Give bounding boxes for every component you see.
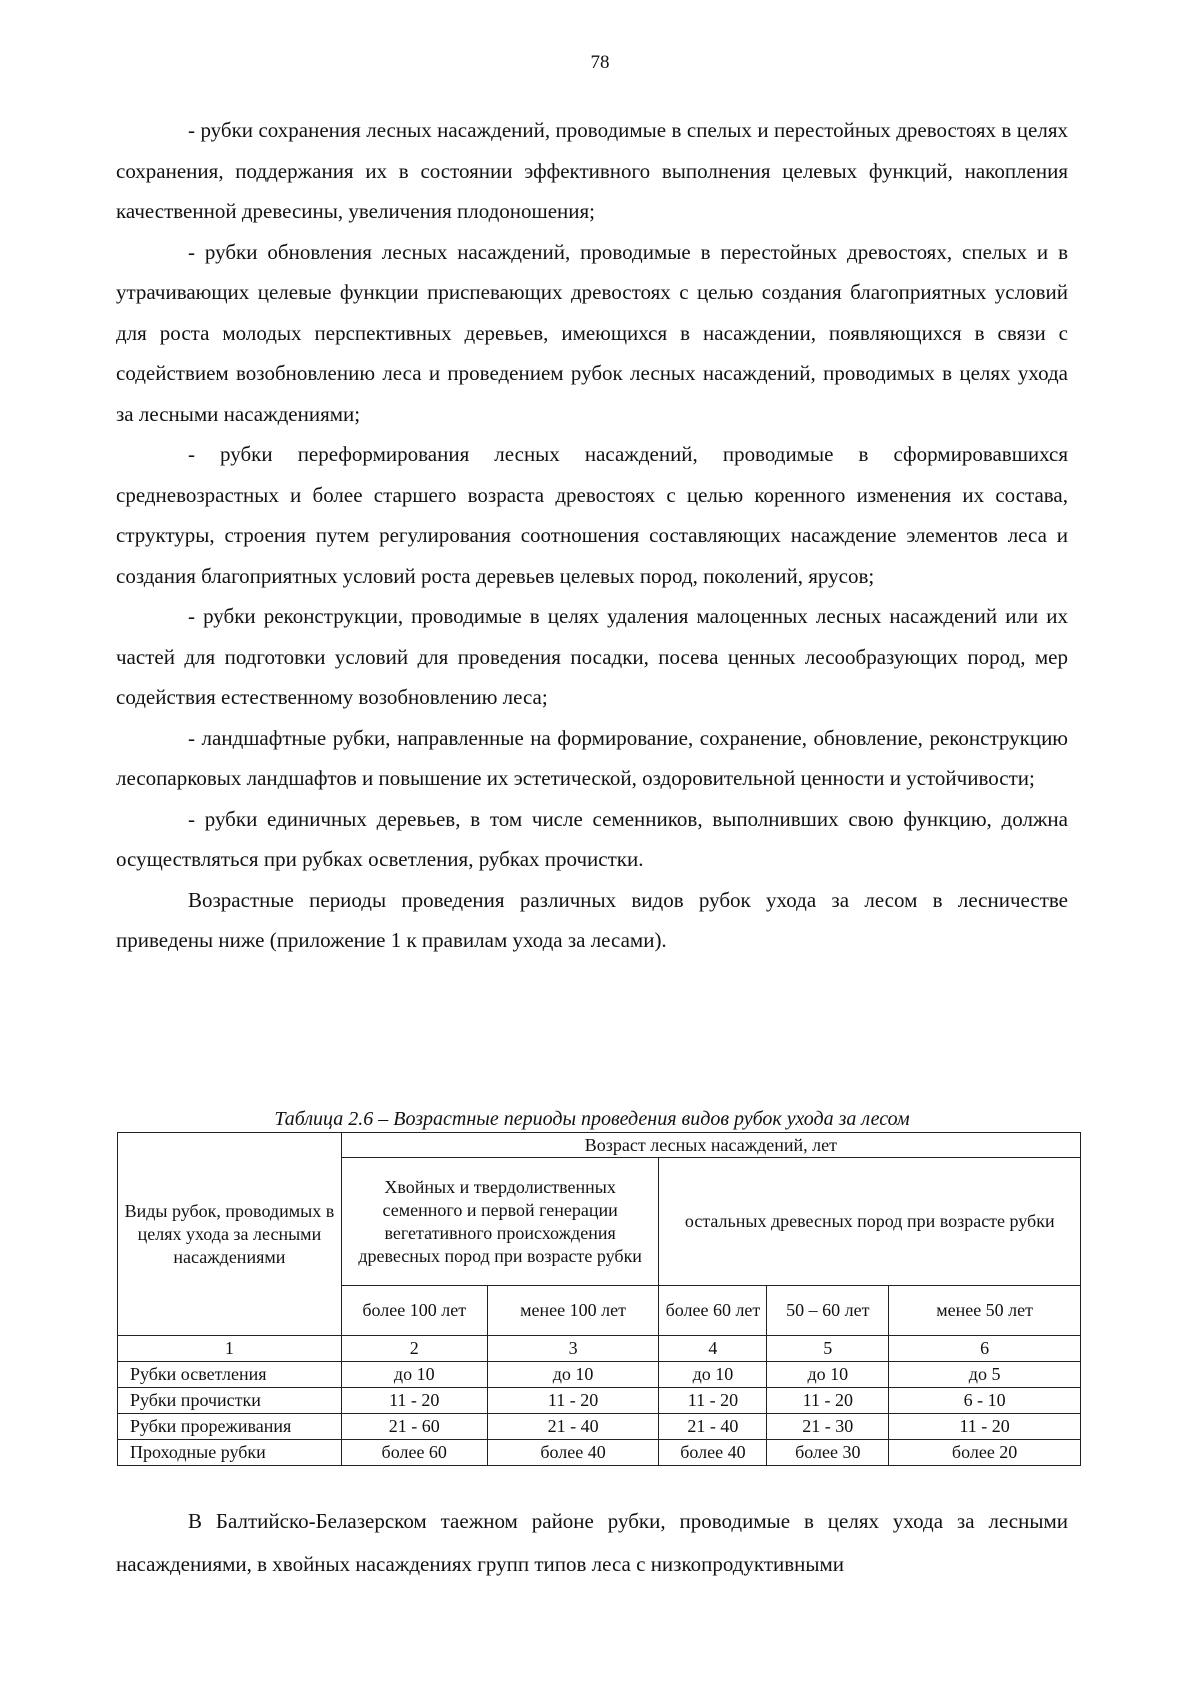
paragraph: Возрастные периоды проведения различных видов рубок ухода за лесом в лесничестве приведены ниже (приложение 1 к правилам ухода за лесами). <box>116 887 1068 952</box>
value-cell: до 5 <box>889 1362 1081 1388</box>
body-text <box>116 110 1068 961</box>
value-cell: 21 - 40 <box>659 1414 767 1440</box>
value-cell: до 10 <box>767 1362 889 1388</box>
column-number-cell: 1 <box>118 1336 342 1362</box>
value-cell: 11 - 20 <box>767 1388 889 1414</box>
paragraph: В Балтийско-Белазерском таежном районе рубки, проводимые в целях ухода за лесными насаждениями, в хвойных насаждениях групп типов леса с низкопродуктивными <box>116 1509 1068 1576</box>
sub-header-cell: менее 100 лет <box>487 1286 659 1336</box>
value-cell: более 60 <box>341 1440 487 1466</box>
sub-header-cell: 50 – 60 лет <box>767 1286 889 1336</box>
value-cell: до 10 <box>659 1362 767 1388</box>
value-cell: 6 - 10 <box>889 1388 1081 1414</box>
paragraph: - рубки реконструкции, проводимые в целях удаления малоценных лесных насаждений или их частей для подготовки условий для проведения посадки, посева ценных лесообразующих пород, мер содействия естественному возобновлению леса; <box>116 604 1068 709</box>
column-number-cell: 5 <box>767 1336 889 1362</box>
value-cell: более 40 <box>659 1440 767 1466</box>
value-cell: 21 - 60 <box>341 1414 487 1440</box>
row-name-cell: Рубки осветления <box>118 1362 342 1388</box>
table-row <box>118 1440 1081 1466</box>
table-row <box>118 1388 1081 1414</box>
age-periods-table <box>117 1132 1081 1466</box>
value-cell: 11 - 20 <box>889 1414 1081 1440</box>
group-header-conifer: Хвойных и твердолиственных семенного и первой генерации вегетативного происхождения древесных пород при возрасте рубки <box>341 1158 659 1286</box>
table-caption: Таблица 2.6 – Возрастные периоды проведения видов рубок ухода за лесом <box>274 1108 910 1130</box>
table-row <box>118 1414 1081 1440</box>
table-row <box>118 1362 1081 1388</box>
column-number-cell: 6 <box>889 1336 1081 1362</box>
value-cell: до 10 <box>487 1362 659 1388</box>
value-cell: 11 - 20 <box>487 1388 659 1414</box>
top-header-cell: Возраст лесных насаждений, лет <box>341 1133 1080 1158</box>
row-name-cell: Рубки прочистки <box>118 1388 342 1414</box>
column-number-cell: 4 <box>659 1336 767 1362</box>
sub-header-cell: более 100 лет <box>341 1286 487 1336</box>
paragraph: - рубки обновления лесных насаждений, проводимые в перестойных древостоях, спелых и в утрачивающих целевые функции приспевающих древостоях с целью создания благоприятных условий для роста молодых перспективных деревьев, имеющихся в насаждении, появляющихся в связи с содействием возобновлению леса и проведением рубок лесных насаждений, проводимых в целях ухода за лесными насаждениями; <box>116 239 1068 426</box>
closing-text <box>116 1500 1068 1586</box>
value-cell: более 30 <box>767 1440 889 1466</box>
value-cell: 11 - 20 <box>341 1388 487 1414</box>
sub-header-cell: менее 50 лет <box>889 1286 1081 1336</box>
value-cell: до 10 <box>341 1362 487 1388</box>
paragraph: - рубки переформирования лесных насаждений, проводимые в сформировавшихся средневозрастных и более старшего возраста древостоях с целью коренного изменения их состава, структуры, строения путем регулирования соотношения составляющих насаждение элементов леса и создания благоприятных условий роста деревьев целевых пород, поколений, ярусов; <box>116 442 1068 588</box>
value-cell: 11 - 20 <box>659 1388 767 1414</box>
value-cell: 21 - 40 <box>487 1414 659 1440</box>
group-header-other: остальных древесных пород при возрасте рубки <box>659 1158 1081 1286</box>
row-name-cell: Проходные рубки <box>118 1440 342 1466</box>
sub-header-cell: более 60 лет <box>659 1286 767 1336</box>
column-number-cell: 3 <box>487 1336 659 1362</box>
paragraph: - ландшафтные рубки, направленные на формирование, сохранение, обновление, реконструкцию лесопарковых ландшафтов и повышение их эстетической, оздоровительной ценности и устойчивости; <box>116 725 1068 790</box>
column-number-cell: 2 <box>341 1336 487 1362</box>
value-cell: более 20 <box>889 1440 1081 1466</box>
paragraph: - рубки сохранения лесных насаждений, проводимые в спелых и перестойных древостоях в целях сохранения, поддержания их в состоянии эффективного выполнения целевых функций, накопления качественной древесины, увеличения плодоношения; <box>116 118 1068 223</box>
page-number: 78 <box>590 52 610 73</box>
value-cell: более 40 <box>487 1440 659 1466</box>
row-header-cell: Виды рубок, проводимых в целях ухода за лесными насаждениями <box>118 1133 342 1336</box>
paragraph: - рубки единичных деревьев, в том числе семенников, выполнивших свою функцию, должна осуществляться при рубках осветления, рубках прочистки. <box>116 806 1068 871</box>
value-cell: 21 - 30 <box>767 1414 889 1440</box>
row-name-cell: Рубки прореживания <box>118 1414 342 1440</box>
